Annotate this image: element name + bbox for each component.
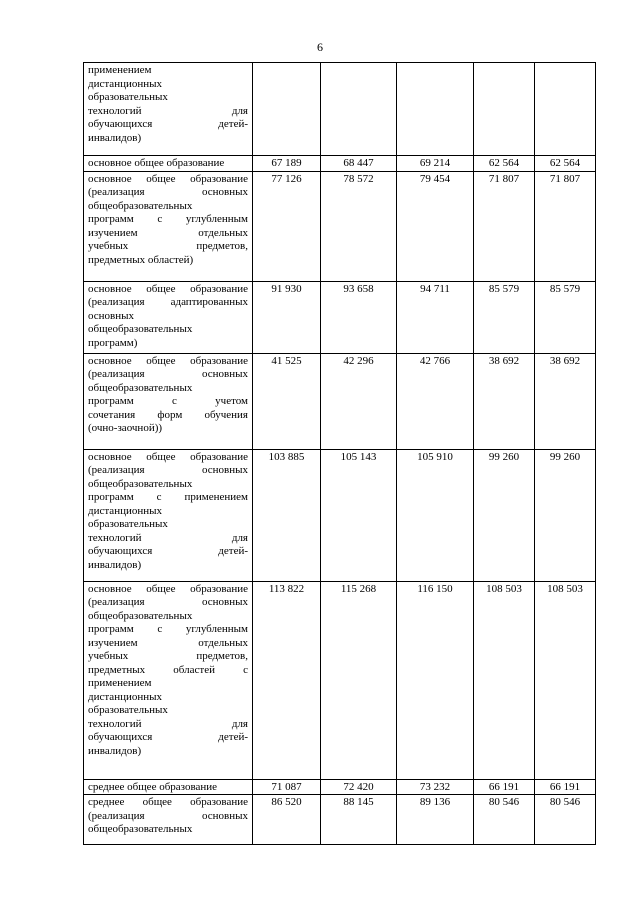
row-label-line: образовательных: [88, 704, 168, 716]
value-cell: 62 564: [474, 156, 535, 172]
value-cell: 72 420: [321, 779, 397, 795]
row-label-line: программ с углубленным: [88, 623, 248, 635]
row-label: [84, 581, 253, 779]
value-cell: 99 260: [535, 449, 596, 581]
value-cell: 108 503: [474, 581, 535, 779]
row-label-line: учебных предметов,: [88, 650, 248, 662]
table-row: [84, 281, 596, 353]
row-label-line: программ с углубленным: [88, 213, 248, 225]
table-row: [84, 63, 596, 156]
value-cell: 85 579: [474, 281, 535, 353]
row-label: [84, 171, 253, 281]
row-label: [84, 281, 253, 353]
value-cell: 73 232: [397, 779, 474, 795]
row-label-line: (реализация основных: [88, 186, 248, 198]
value-cell: 115 268: [321, 581, 397, 779]
table-body: [84, 63, 596, 845]
row-label-line: применением: [88, 64, 152, 76]
row-label-line: технологий для: [88, 531, 248, 544]
row-label-line: общеобразовательных: [88, 199, 193, 212]
row-label-line: общеобразовательных: [88, 823, 193, 835]
row-label-line: обучающихся детей-: [88, 118, 248, 130]
row-label-line: дистанционных: [88, 77, 163, 90]
table-row: [84, 581, 596, 779]
row-label-line: (очно-заочной)): [88, 422, 163, 434]
value-cell: 88 145: [321, 795, 397, 845]
row-label: [84, 449, 253, 581]
value-cell: 38 692: [474, 353, 535, 449]
row-label-line: общеобразовательных: [88, 609, 193, 622]
row-label-line: технологий для: [88, 717, 248, 730]
value-cell: 99 260: [474, 449, 535, 581]
row-label-line: учебных предметов,: [88, 240, 248, 252]
row-label-line: инвалидов): [88, 131, 142, 144]
row-label-line: среднее общее образование: [88, 796, 248, 808]
value-cell: 105 143: [321, 449, 397, 581]
value-cell: 116 150: [397, 581, 474, 779]
row-label-line: программ с учетом: [88, 395, 248, 407]
row-label-line: основное общее образование: [88, 172, 248, 185]
value-cell: 68 447: [321, 156, 397, 172]
row-label-line: дистанционных: [88, 504, 163, 517]
value-cell: 79 454: [397, 171, 474, 281]
value-cell: 86 520: [253, 795, 321, 845]
table-row: [84, 171, 596, 281]
row-label-line: (реализация основных: [88, 809, 248, 822]
value-cell: [397, 63, 474, 156]
row-label: [84, 795, 253, 845]
row-label-line: инвалидов): [88, 744, 142, 757]
tariff-table: [83, 62, 596, 845]
value-cell: 71 807: [535, 171, 596, 281]
row-label-line: предметных областей): [88, 253, 194, 266]
row-label-line: (реализация основных: [88, 464, 248, 476]
value-cell: 89 136: [397, 795, 474, 845]
row-label-line: применением: [88, 677, 152, 689]
value-cell: [253, 63, 321, 156]
value-cell: 71 807: [474, 171, 535, 281]
row-label-line: дистанционных: [88, 690, 163, 703]
row-label-line: изучением отдельных: [88, 636, 248, 649]
value-cell: 78 572: [321, 171, 397, 281]
value-cell: 105 910: [397, 449, 474, 581]
row-label-line: основное общее образование: [88, 582, 248, 595]
value-cell: [535, 63, 596, 156]
row-label: [84, 156, 253, 172]
table-row: [84, 795, 596, 845]
value-cell: 69 214: [397, 156, 474, 172]
value-cell: [321, 63, 397, 156]
row-label-line: программ): [88, 336, 138, 349]
row-label-line: основных: [88, 309, 135, 322]
row-label-line: обучающихся детей-: [88, 545, 248, 557]
row-label-line: общеобразовательных: [88, 381, 193, 394]
page-number: 6: [317, 40, 323, 54]
row-label-line: основное общее образование: [88, 450, 248, 463]
table-row: [84, 449, 596, 581]
row-label-line: основное общее образование: [88, 354, 248, 367]
value-cell: 67 189: [253, 156, 321, 172]
value-cell: 103 885: [253, 449, 321, 581]
row-label-line: основное общее образование: [88, 157, 225, 169]
value-cell: 113 822: [253, 581, 321, 779]
table-row: [84, 779, 596, 795]
value-cell: 42 296: [321, 353, 397, 449]
value-cell: 85 579: [535, 281, 596, 353]
row-label-line: образовательных: [88, 91, 168, 103]
value-cell: 66 191: [535, 779, 596, 795]
value-cell: 80 546: [535, 795, 596, 845]
value-cell: 94 711: [397, 281, 474, 353]
row-label-line: обучающихся детей-: [88, 731, 248, 743]
table-row: [84, 353, 596, 449]
row-label-line: технологий для: [88, 104, 248, 117]
row-label-line: изучением отдельных: [88, 226, 248, 239]
row-label-line: предметных областей с: [88, 663, 248, 676]
row-label: [84, 779, 253, 795]
value-cell: 66 191: [474, 779, 535, 795]
row-label-line: общеобразовательных: [88, 323, 193, 335]
row-label-line: (реализация адаптированных: [88, 296, 248, 308]
row-label-line: (реализация основных: [88, 368, 248, 380]
value-cell: 62 564: [535, 156, 596, 172]
row-label-line: (реализация основных: [88, 596, 248, 608]
value-cell: 80 546: [474, 795, 535, 845]
value-cell: 38 692: [535, 353, 596, 449]
table-row: [84, 156, 596, 172]
row-label: [84, 63, 253, 156]
row-label-line: основное общее образование: [88, 282, 248, 295]
value-cell: 71 087: [253, 779, 321, 795]
value-cell: [474, 63, 535, 156]
value-cell: 42 766: [397, 353, 474, 449]
row-label-line: сочетания форм обучения: [88, 408, 248, 421]
row-label-line: программ с применением: [88, 491, 248, 503]
row-label-line: инвалидов): [88, 558, 142, 571]
row-label-line: образовательных: [88, 518, 168, 530]
row-label-line: общеобразовательных: [88, 477, 193, 490]
row-label-line: среднее общее образование: [88, 780, 218, 793]
value-cell: 91 930: [253, 281, 321, 353]
row-label: [84, 353, 253, 449]
value-cell: 41 525: [253, 353, 321, 449]
value-cell: 77 126: [253, 171, 321, 281]
value-cell: 93 658: [321, 281, 397, 353]
value-cell: 108 503: [535, 581, 596, 779]
